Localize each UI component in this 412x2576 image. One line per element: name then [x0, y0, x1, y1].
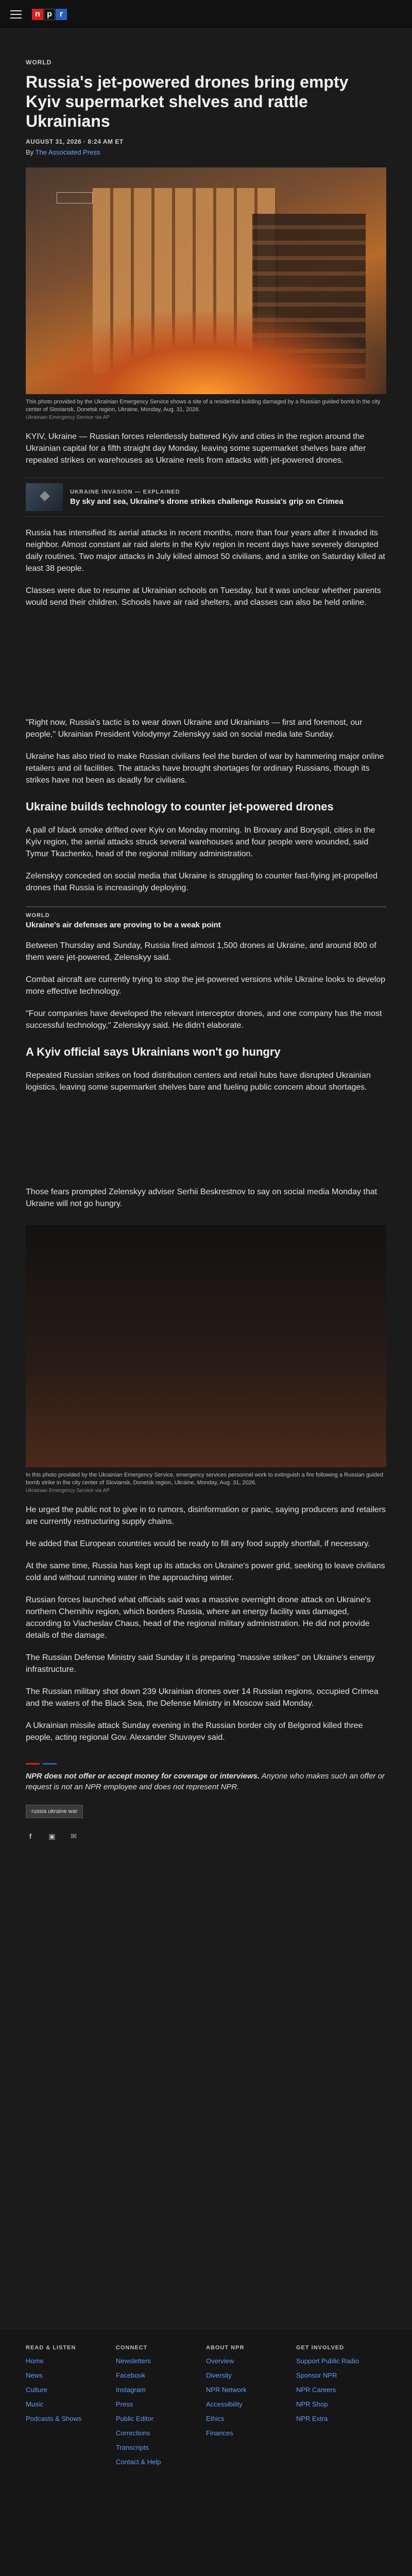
footer-link[interactable]: Ethics [206, 2415, 225, 2422]
footer-column [26, 2345, 116, 2472]
explainer-thumbnail [26, 483, 63, 511]
footer-link[interactable]: Finances [206, 2429, 233, 2437]
paragraph: At the same time, Russia has kept up its attacks on Ukraine's power grid, seeking to leave civilians cold and without running water in the approaching winter. [26, 1562, 385, 1582]
logo-letter-p: p [44, 9, 55, 20]
footer-link[interactable]: Diversity [206, 2371, 232, 2379]
paragraph: KYIV, Ukraine — Russian forces relentlessly battered Kyiv and cities in the region around the Ukrainian capital for a fifth straight day Monday, leaving some supermarket shelves bare after repeated strikes on warehouses as Ukraine reels from attacks with jet-powered drones. [26, 432, 366, 465]
flipboard-icon[interactable]: ▣ [48, 1832, 56, 1840]
paragraph: Russian forces launched what officials said was a massive overnight drone attack on Ukraine's northern Chernihiv region, which borders Russia, where an energy facility was damaged, according to Viacheslav Chaus, head of the regional military administration. He did not provide details of the damage. [26, 1596, 371, 1640]
paragraph: The Russian Defense Ministry said Sunday it is preparing "massive strikes" on Ukraine's energy infrastructure. [26, 1653, 375, 1674]
footer-link[interactable]: Facebook [116, 2371, 146, 2379]
subheading: Ukraine builds technology to counter jet-powered drones [26, 800, 334, 813]
footer-link[interactable]: Home [26, 2357, 44, 2365]
related-story-promo[interactable] [26, 906, 386, 929]
footer-link[interactable]: Sponsor NPR [296, 2371, 337, 2379]
logo-letter-r: r [56, 9, 67, 20]
footer-link[interactable]: NPR Careers [296, 2386, 336, 2394]
fire-photo[interactable] [26, 1225, 386, 1467]
footer-link[interactable]: Contact & Help [116, 2458, 161, 2466]
paragraph: Between Thursday and Sunday, Russia fired almost 1,500 drones at Ukraine, and around 800 of them were jet-powered, Zelenskyy said. [26, 941, 376, 962]
fire-glow-shape [26, 312, 386, 394]
top-navigation-bar [0, 0, 412, 29]
ad-slot [26, 1093, 386, 1176]
footer-link[interactable]: Support Public Radio [296, 2357, 359, 2365]
logo-letter-n: n [32, 9, 43, 20]
footer-columns [0, 2329, 412, 2472]
hero-credit: Ukrainian Emergency Service via AP [26, 415, 110, 420]
byline-author-link[interactable]: The Associated Press [35, 148, 100, 156]
paragraph: Repeated Russian strikes on food distribution centers and retail hubs have disrupted Ukrainian logistics, leaving some supermarket shelves bare and fueling public concern about shortages. [26, 1071, 371, 1092]
email-icon[interactable]: ✉ [71, 1832, 77, 1840]
footer-column-heading: GET INVOLVED [296, 2345, 345, 2351]
byline-prefix: By [26, 148, 34, 156]
article-container [26, 59, 386, 1841]
footer-link[interactable]: Press [116, 2400, 133, 2408]
explainer-promo[interactable] [26, 478, 386, 517]
footer-column [116, 2345, 206, 2472]
npr-disclaimer [26, 1771, 386, 1792]
paragraph: He added that European countries would be ready to fill any food supply shortfall, if necessary. [26, 1539, 370, 1548]
footer-link[interactable]: NPR Network [206, 2386, 247, 2394]
article-title: Russia's jet-powered drones bring empty Kyiv supermarket shelves and rattle Ukrainians [26, 73, 349, 130]
topic-tag[interactable]: russia ukraine war [26, 1805, 83, 1818]
footer-link[interactable]: NPR Shop [296, 2400, 328, 2408]
disclaimer-bold: NPR does not offer or accept money for coverage or interviews. [26, 1772, 260, 1781]
footer-link[interactable]: Corrections [116, 2429, 150, 2437]
footer-link[interactable]: Public Editor [116, 2415, 153, 2422]
share-bar [26, 1832, 386, 1841]
fire-photo-image [26, 1225, 386, 1467]
footer-link[interactable]: News [26, 2371, 43, 2379]
paragraph: The Russian military shot down 239 Ukrainian drones over 14 Russian regions, occupied Crimea and the waters of the Black Sea, the Defense Ministry in Moscow said Monday. [26, 1687, 379, 1708]
footer-link[interactable]: Newsletters [116, 2357, 151, 2365]
paragraph: "Right now, Russia's tactic is to wear down Ukraine and Ukrainians — first and foremost, our people," Ukrainian President Volodymyr Zelenskyy said on social media late Sunday. [26, 718, 363, 739]
footer-link[interactable]: Overview [206, 2357, 234, 2365]
hero-image[interactable] [26, 167, 386, 394]
footer-link[interactable]: Podcasts & Shows [26, 2415, 82, 2422]
explainer-text [70, 489, 344, 506]
footer-link[interactable]: Transcripts [116, 2444, 149, 2451]
footer-link[interactable]: Accessibility [206, 2400, 243, 2408]
paragraph: Classes were due to resume at Ukrainian schools on Tuesday, but it was unclear whether parents would send their children. Schools have air raid shelters, and classes can also be held online. [26, 586, 381, 607]
footer-column [296, 2345, 386, 2472]
footer-column [206, 2345, 296, 2472]
article-date: AUGUST 31, 2026 · 8:24 AM ET [26, 138, 124, 145]
site-footer [0, 2329, 412, 2576]
paragraph: Combat aircraft are currently trying to stop the jet-powered versions while Ukraine looks to develop more effective technology. [26, 975, 386, 996]
footer-link[interactable]: NPR Extra [296, 2415, 328, 2422]
footer-link[interactable]: Instagram [116, 2386, 146, 2394]
paragraph: He urged the public not to give in to rumors, disinformation or panic, saying producers and retailers are currently restructuring supply chains. [26, 1505, 386, 1526]
paragraph: Zelenskyy conceded on social media that Ukraine is struggling to counter fast-flying jet-propelled drones that Russia is increasingly deploying. [26, 872, 378, 892]
related-title[interactable]: Ukraine's air defenses are proving to be a weak point [26, 921, 221, 929]
disclaimer-rest: Anyone who makes such an offer or request is not an NPR employee and does not represent NPR. [26, 1772, 385, 1791]
subheading: A Kyiv official says Ukrainians won't go hungry [26, 1045, 281, 1058]
hero-caption: This photo provided by the Ukrainian Emergency Service shows a site of a residential building damaged by a Russian guided bomb in the city center of Sloviansk, Donetsk region, Ukraine, Monday, Aug. 31, 2026. [26, 399, 381, 413]
emergency-service-watermark [57, 192, 93, 204]
facebook-icon[interactable]: f [29, 1832, 32, 1840]
npr-logo[interactable] [32, 9, 67, 20]
byline [26, 148, 386, 156]
explainer-title[interactable]: By sky and sea, Ukraine's drone strikes challenge Russia's grip on Crimea [70, 497, 344, 506]
paragraph: A pall of black smoke drifted over Kyiv on Monday morning. In Brovary and Boryspil, cities in the Kyiv region, the aerial attacks struck several warehouses and four people were wounded, said Tymur Tkachenko, head of the regional military administration. [26, 826, 375, 858]
explainer-kicker: UKRAINE INVASION — EXPLAINED [70, 488, 180, 495]
paragraph: Russia has intensified its aerial attacks in recent months, more than four years after it invaded its neighbor. Almost constant air raid alerts in the Kyiv region in recent days have severely disrupted daily routines. Two major attacks in July killed almost 50 civilians, and a strike on Saturday killed at least 38 people. [26, 529, 385, 573]
paragraph: A Ukrainian missile attack Sunday evening in the Russian border city of Belgorod killed three people, acting regional Gov. Alexander Shuvayev said. [26, 1721, 363, 1742]
paragraph: Those fears prompted Zelenskyy adviser Serhii Beskrestnov to say on social media Monday that Ukraine will not go hungry. [26, 1188, 377, 1208]
footer-column-heading: ABOUT NPR [206, 2345, 245, 2351]
footer-column-heading: READ & LISTEN [26, 2345, 76, 2351]
footer-link[interactable]: Culture [26, 2386, 47, 2394]
divider [26, 1763, 57, 1765]
ad-slot [26, 608, 386, 706]
paragraph: Ukraine has also tried to make Russian civilians feel the burden of war by hammering major online retailers and oil facilities. The attacks have brought shortages for ordinary Russians, though its strikes have not been as deadly for civilians. [26, 752, 384, 785]
photo-credit: Ukrainian Emergency Service via AP [26, 1488, 110, 1494]
hamburger-menu-icon[interactable] [10, 7, 26, 22]
paragraph: "Four companies have developed the relevant interceptor drones, and one company has the most successful technology," Zelenskyy said. He didn't elaborate. [26, 1009, 382, 1030]
section-label[interactable]: WORLD [26, 59, 52, 66]
footer-column-heading: CONNECT [116, 2345, 148, 2351]
footer-link[interactable]: Music [26, 2400, 43, 2408]
photo-caption: In this photo provided by the Ukrainian Emergency Service, emergency services personnel work to extinguish a fire following a Russian guided bomb strike in the city center of Sloviansk, Donetsk region, Ukraine, Monday, Aug. 31, 2026. [26, 1472, 383, 1486]
related-kicker: WORLD [26, 912, 50, 919]
